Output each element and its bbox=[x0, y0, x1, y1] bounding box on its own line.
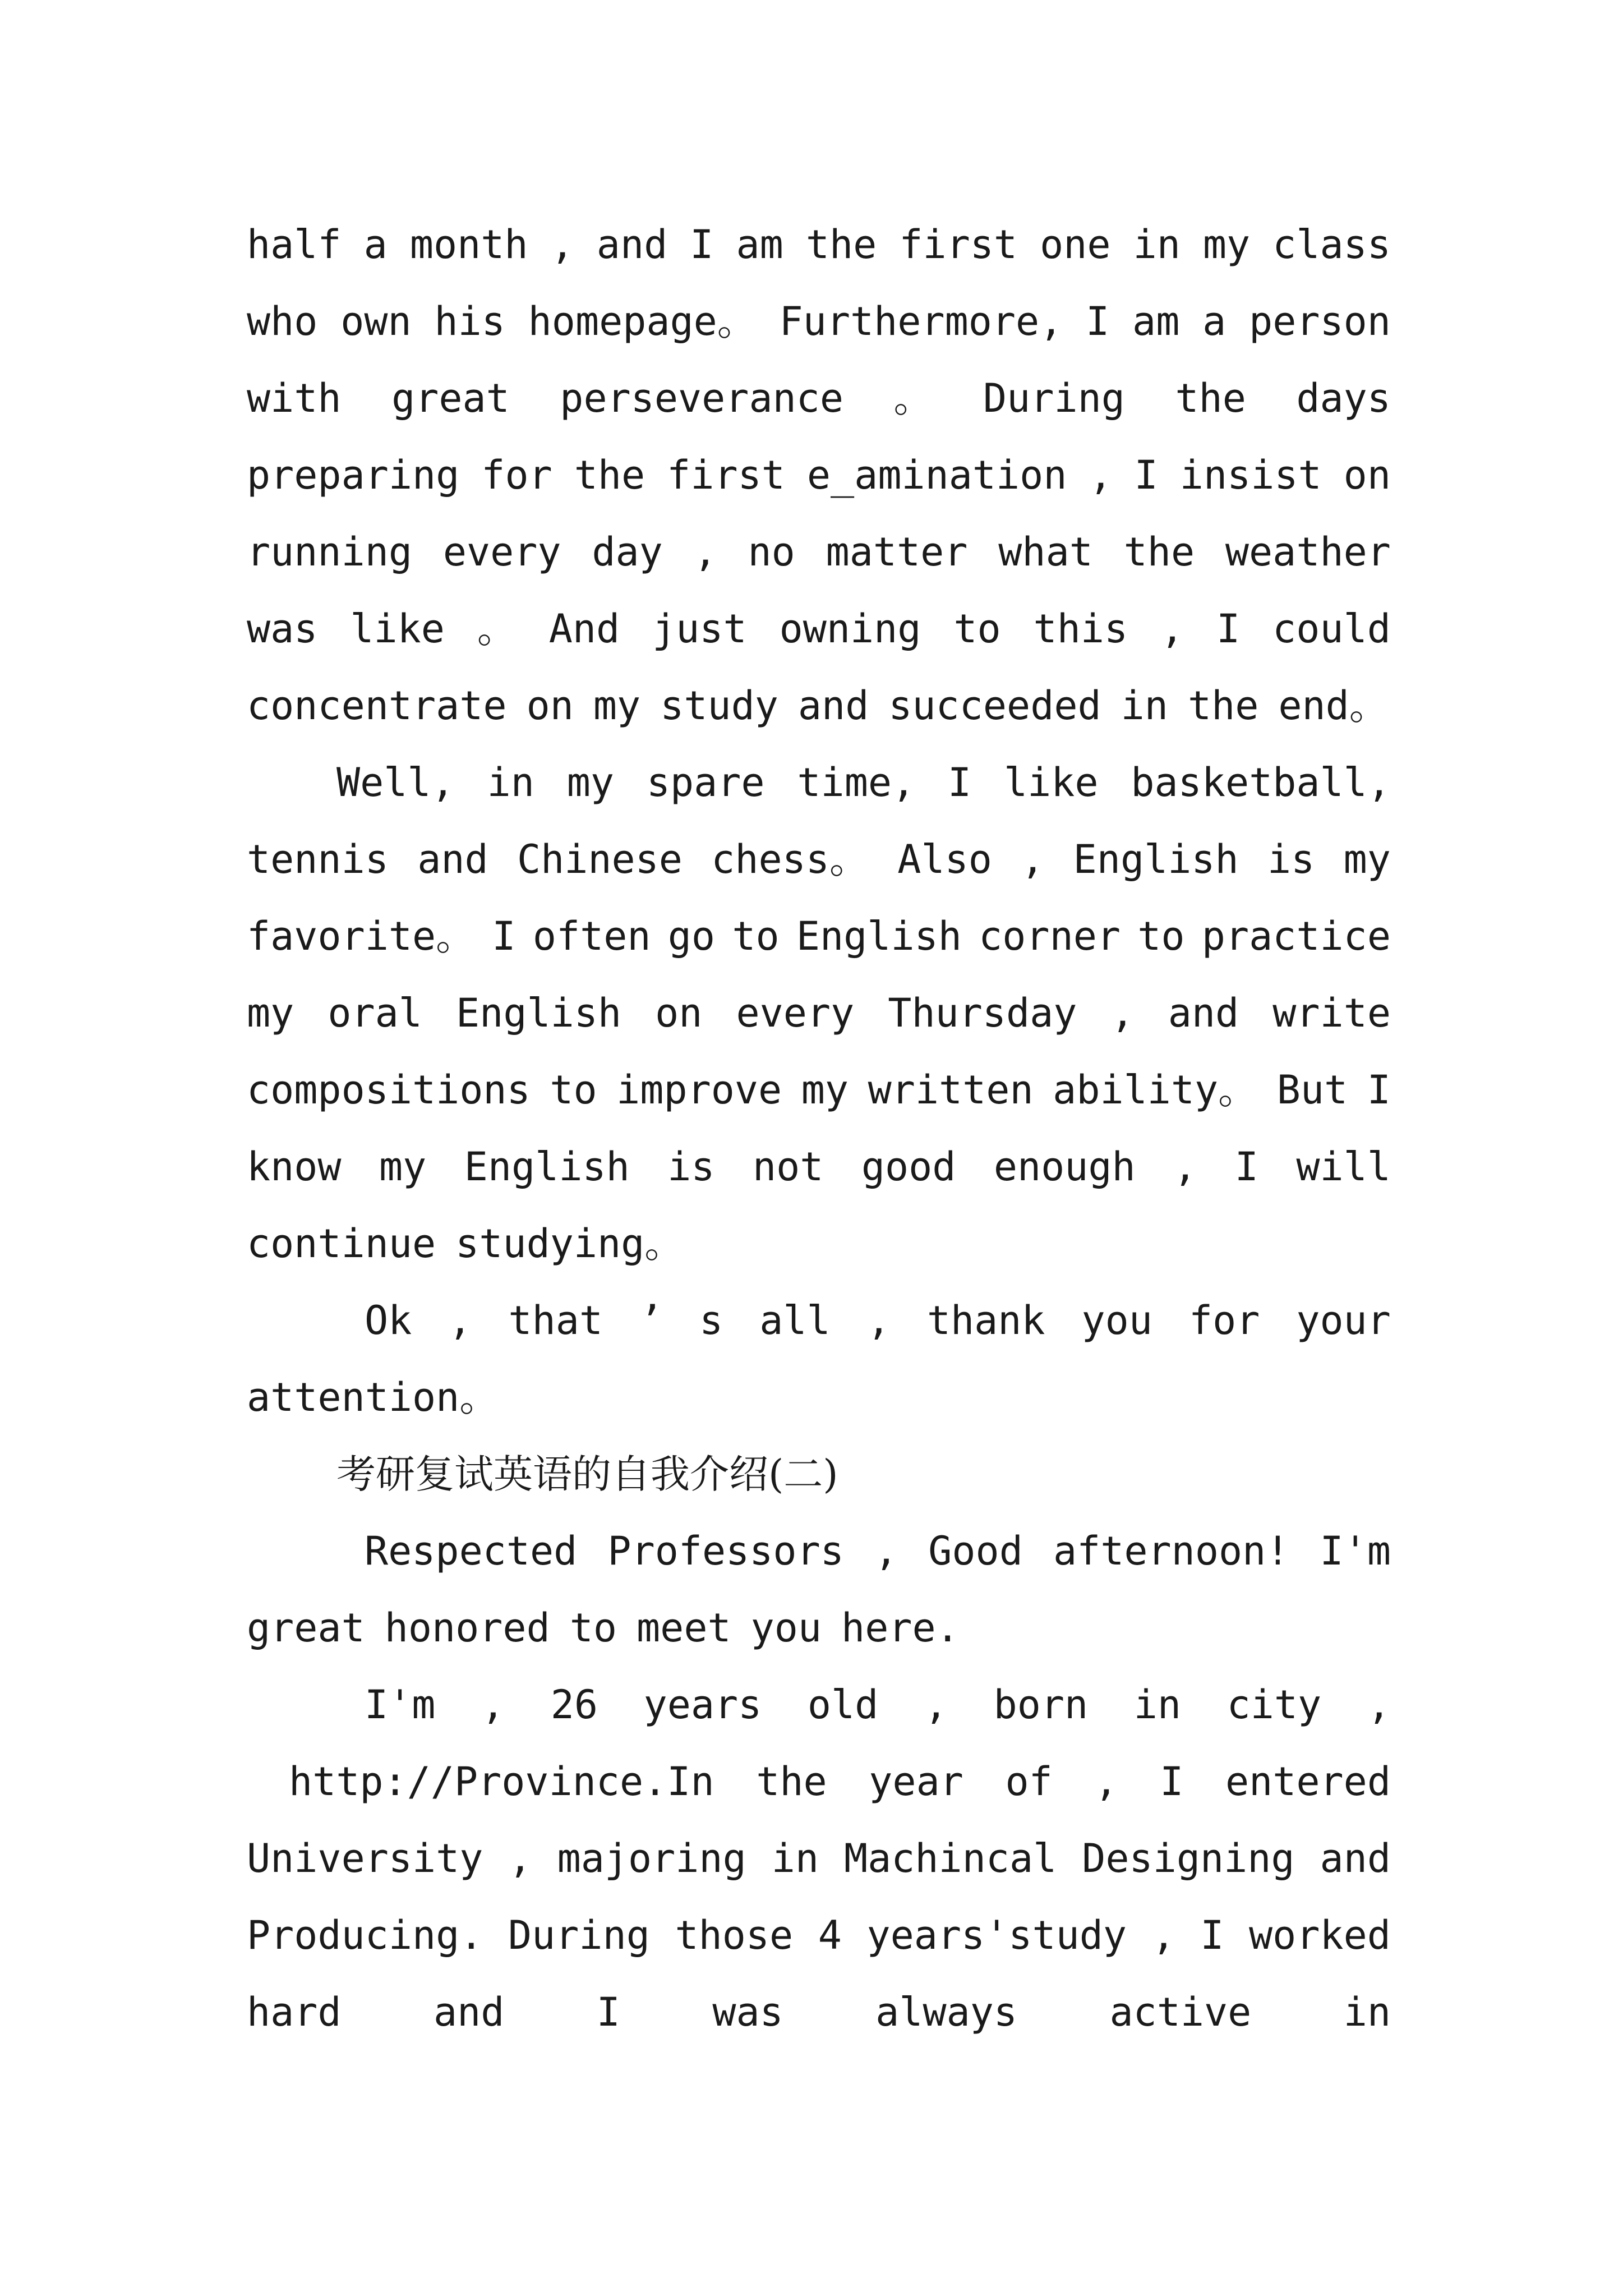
text-line bbox=[365, 1667, 1391, 1743]
word: for bbox=[1188, 1297, 1260, 1343]
text-line bbox=[247, 1820, 1391, 1897]
word: my bbox=[379, 1144, 427, 1190]
word: his bbox=[434, 298, 505, 344]
word: , bbox=[448, 1297, 472, 1343]
word: University bbox=[247, 1835, 483, 1881]
word: is bbox=[667, 1144, 715, 1190]
word: I bbox=[1200, 1912, 1224, 1958]
word: spare bbox=[646, 760, 765, 806]
word: born bbox=[993, 1682, 1089, 1728]
text-line bbox=[247, 1974, 1391, 2051]
word: a bbox=[1202, 298, 1227, 344]
word: one bbox=[1040, 222, 1111, 268]
word: I bbox=[596, 1989, 620, 2035]
text-line bbox=[247, 898, 1391, 975]
word: During bbox=[983, 375, 1125, 421]
word: the bbox=[1123, 529, 1195, 575]
word: preparing bbox=[247, 452, 460, 498]
word: enough bbox=[993, 1144, 1136, 1190]
word: good bbox=[861, 1144, 956, 1190]
word: years'study bbox=[866, 1912, 1127, 1958]
word: own bbox=[340, 298, 412, 344]
word: city bbox=[1227, 1682, 1322, 1728]
text-line bbox=[247, 1205, 1391, 1282]
word: am bbox=[736, 222, 783, 268]
word: worked bbox=[1249, 1912, 1391, 1958]
word: e_amination bbox=[806, 452, 1067, 498]
word: I bbox=[947, 760, 972, 806]
word: http://Province.In bbox=[289, 1759, 714, 1805]
word: homepage。 bbox=[528, 298, 757, 344]
word: Furthermore, bbox=[779, 298, 1063, 344]
word: I bbox=[1134, 452, 1158, 498]
word: running bbox=[247, 529, 413, 575]
word: years bbox=[643, 1682, 762, 1728]
word: I bbox=[492, 913, 516, 959]
word: I bbox=[1086, 298, 1110, 344]
word: my bbox=[1202, 222, 1251, 268]
word: , bbox=[1173, 1144, 1197, 1190]
word: in bbox=[1343, 1989, 1391, 2035]
word: the bbox=[805, 222, 877, 268]
word: , bbox=[874, 1528, 898, 1574]
word: oral bbox=[328, 990, 422, 1036]
word: Good bbox=[928, 1528, 1023, 1574]
word: my bbox=[566, 760, 614, 806]
word: is bbox=[1267, 836, 1315, 882]
word: to bbox=[953, 606, 1001, 652]
word: will bbox=[1296, 1144, 1391, 1190]
word: Respected bbox=[365, 1528, 578, 1574]
word: the bbox=[1175, 375, 1246, 421]
word: the bbox=[756, 1759, 827, 1805]
word: chess。 bbox=[711, 836, 869, 882]
word: I'm bbox=[1320, 1528, 1391, 1574]
word: great bbox=[247, 1605, 365, 1651]
word: active bbox=[1109, 1989, 1252, 2035]
word: 4 bbox=[818, 1912, 842, 1958]
word: and bbox=[596, 222, 668, 268]
word: Also bbox=[897, 836, 992, 882]
word: could bbox=[1272, 606, 1391, 652]
word: , bbox=[550, 222, 574, 268]
word: know bbox=[247, 1144, 342, 1190]
text-line bbox=[247, 1052, 1391, 1129]
word: not bbox=[752, 1144, 824, 1190]
word: ability。 bbox=[1053, 1067, 1258, 1113]
word: like bbox=[350, 606, 445, 652]
word: I bbox=[1216, 606, 1241, 652]
word: , bbox=[1089, 452, 1113, 498]
word: thank bbox=[926, 1297, 1045, 1343]
word: 。 bbox=[893, 375, 933, 421]
word: 26 bbox=[550, 1682, 598, 1728]
word: on bbox=[655, 990, 703, 1036]
word: in bbox=[1121, 683, 1168, 729]
word: days bbox=[1296, 375, 1391, 421]
word: Thursday bbox=[888, 990, 1077, 1036]
word: English bbox=[796, 913, 962, 959]
word: 。 bbox=[477, 606, 517, 652]
word: But bbox=[1276, 1067, 1348, 1113]
word: to bbox=[1137, 913, 1185, 959]
word: to bbox=[732, 913, 780, 959]
word: for bbox=[481, 452, 552, 498]
word: , bbox=[866, 1297, 891, 1343]
text-line bbox=[247, 283, 1391, 360]
word: insist bbox=[1179, 452, 1322, 498]
word: like bbox=[1003, 760, 1099, 806]
word: owning bbox=[779, 606, 921, 652]
word: entered bbox=[1225, 1759, 1391, 1805]
word: am bbox=[1132, 298, 1180, 344]
word: attention。 bbox=[247, 1374, 499, 1420]
word: English bbox=[456, 990, 622, 1036]
word: , bbox=[1151, 1912, 1175, 1958]
word: 考研复试英语的自我介绍(二) bbox=[336, 1451, 838, 1497]
word: Producing. bbox=[247, 1912, 483, 1958]
word: improve bbox=[616, 1067, 782, 1113]
word: with bbox=[247, 375, 342, 421]
word: often bbox=[532, 913, 651, 959]
word: my bbox=[247, 990, 294, 1036]
word: go bbox=[667, 913, 716, 959]
word: time, bbox=[797, 760, 916, 806]
word: meet bbox=[637, 1605, 731, 1651]
word: that bbox=[508, 1297, 603, 1343]
text-line bbox=[289, 1743, 1391, 1820]
word: you bbox=[750, 1605, 822, 1651]
text-line bbox=[247, 514, 1391, 591]
word: in bbox=[1133, 222, 1181, 268]
word: basketball, bbox=[1131, 760, 1391, 806]
word: ’ bbox=[639, 1297, 663, 1343]
word: , bbox=[1160, 606, 1184, 652]
word: just bbox=[652, 606, 747, 652]
text-line bbox=[365, 1282, 1391, 1359]
word: on bbox=[526, 683, 574, 729]
word: who bbox=[247, 298, 318, 344]
word: the bbox=[1187, 683, 1259, 729]
word: was bbox=[247, 606, 318, 652]
section-heading bbox=[336, 1436, 1178, 1513]
text-line bbox=[365, 1513, 1391, 1590]
word: class bbox=[1272, 222, 1391, 268]
word: I bbox=[1160, 1759, 1184, 1805]
word: first bbox=[667, 452, 785, 498]
word: tennis bbox=[247, 836, 389, 882]
word: study bbox=[660, 683, 778, 729]
word: a bbox=[363, 222, 388, 268]
word: English bbox=[1073, 836, 1239, 882]
word: the bbox=[574, 452, 645, 498]
word: here. bbox=[841, 1605, 960, 1651]
word: I bbox=[1234, 1144, 1258, 1190]
word: to bbox=[569, 1605, 617, 1651]
word: afternoon! bbox=[1053, 1528, 1290, 1574]
word: concentrate bbox=[247, 683, 507, 729]
text-line bbox=[247, 360, 1391, 437]
text-line bbox=[247, 975, 1391, 1052]
text-line bbox=[247, 821, 1391, 898]
word: favorite。 bbox=[247, 913, 476, 959]
text-line bbox=[247, 1590, 1391, 1667]
word: I bbox=[1367, 1067, 1391, 1113]
word: first bbox=[899, 222, 1018, 268]
word: and bbox=[797, 683, 869, 729]
word: majoring bbox=[557, 1835, 746, 1881]
text-line bbox=[247, 206, 1391, 283]
word: Chinese bbox=[517, 836, 683, 882]
word: those bbox=[675, 1912, 794, 1958]
word: , bbox=[1021, 836, 1045, 882]
word: your bbox=[1296, 1297, 1391, 1343]
word: I bbox=[690, 222, 714, 268]
word: practice bbox=[1201, 913, 1391, 959]
word: great bbox=[391, 375, 510, 421]
word: on bbox=[1343, 452, 1391, 498]
word: all bbox=[759, 1297, 831, 1343]
word: , bbox=[1094, 1759, 1118, 1805]
word: and bbox=[417, 836, 488, 882]
word: in bbox=[487, 760, 534, 806]
word: corner bbox=[979, 913, 1121, 959]
word: matter bbox=[826, 529, 968, 575]
word: Machincal bbox=[843, 1835, 1057, 1881]
word: every bbox=[736, 990, 855, 1036]
word: s bbox=[699, 1297, 723, 1343]
word: end。 bbox=[1278, 683, 1389, 729]
word: in bbox=[771, 1835, 819, 1881]
word: to bbox=[550, 1067, 597, 1113]
word: you bbox=[1081, 1297, 1152, 1343]
word: was bbox=[712, 1989, 783, 2035]
text-line bbox=[247, 437, 1391, 514]
word: weather bbox=[1225, 529, 1391, 575]
text-line bbox=[247, 1359, 1391, 1436]
text-line bbox=[247, 668, 1391, 744]
word: every bbox=[442, 529, 561, 575]
text-line bbox=[336, 744, 1391, 821]
word: and bbox=[1168, 990, 1239, 1036]
word: During bbox=[508, 1912, 650, 1958]
word: continue bbox=[247, 1221, 436, 1267]
word: succeeded bbox=[888, 683, 1101, 729]
word: Ok bbox=[365, 1297, 412, 1343]
text-line bbox=[247, 1129, 1391, 1205]
word: , bbox=[693, 529, 717, 575]
word: my bbox=[801, 1067, 849, 1113]
word: compositions bbox=[247, 1067, 531, 1113]
text-line bbox=[247, 1897, 1391, 1974]
word: hard bbox=[247, 1989, 342, 2035]
word: , bbox=[1110, 990, 1135, 1036]
word: year bbox=[869, 1759, 963, 1805]
word: write bbox=[1272, 990, 1391, 1036]
word: , bbox=[481, 1682, 505, 1728]
word: half bbox=[247, 222, 342, 268]
word: Designing bbox=[1082, 1835, 1295, 1881]
text-line bbox=[247, 591, 1391, 668]
word: Professors bbox=[607, 1528, 844, 1574]
word: of bbox=[1005, 1759, 1053, 1805]
word: month bbox=[409, 222, 528, 268]
word: no bbox=[748, 529, 795, 575]
word: , bbox=[924, 1682, 948, 1728]
word: And bbox=[548, 606, 620, 652]
word: old bbox=[807, 1682, 879, 1728]
word: my bbox=[1343, 836, 1391, 882]
word: I'm bbox=[365, 1682, 436, 1728]
word: , bbox=[508, 1835, 532, 1881]
word: perseverance bbox=[560, 375, 844, 421]
word: this bbox=[1033, 606, 1128, 652]
word: Well, bbox=[336, 760, 455, 806]
word: my bbox=[593, 683, 641, 729]
word: day bbox=[592, 529, 663, 575]
word: in bbox=[1133, 1682, 1182, 1728]
word: and bbox=[433, 1989, 505, 2035]
word: honored bbox=[384, 1605, 550, 1651]
word: always bbox=[875, 1989, 1018, 2035]
word: person bbox=[1249, 298, 1391, 344]
word: , bbox=[1367, 1682, 1391, 1728]
word: English bbox=[464, 1144, 630, 1190]
word: and bbox=[1320, 1835, 1391, 1881]
word: studying。 bbox=[455, 1221, 684, 1267]
word: what bbox=[998, 529, 1093, 575]
word: written bbox=[868, 1067, 1034, 1113]
